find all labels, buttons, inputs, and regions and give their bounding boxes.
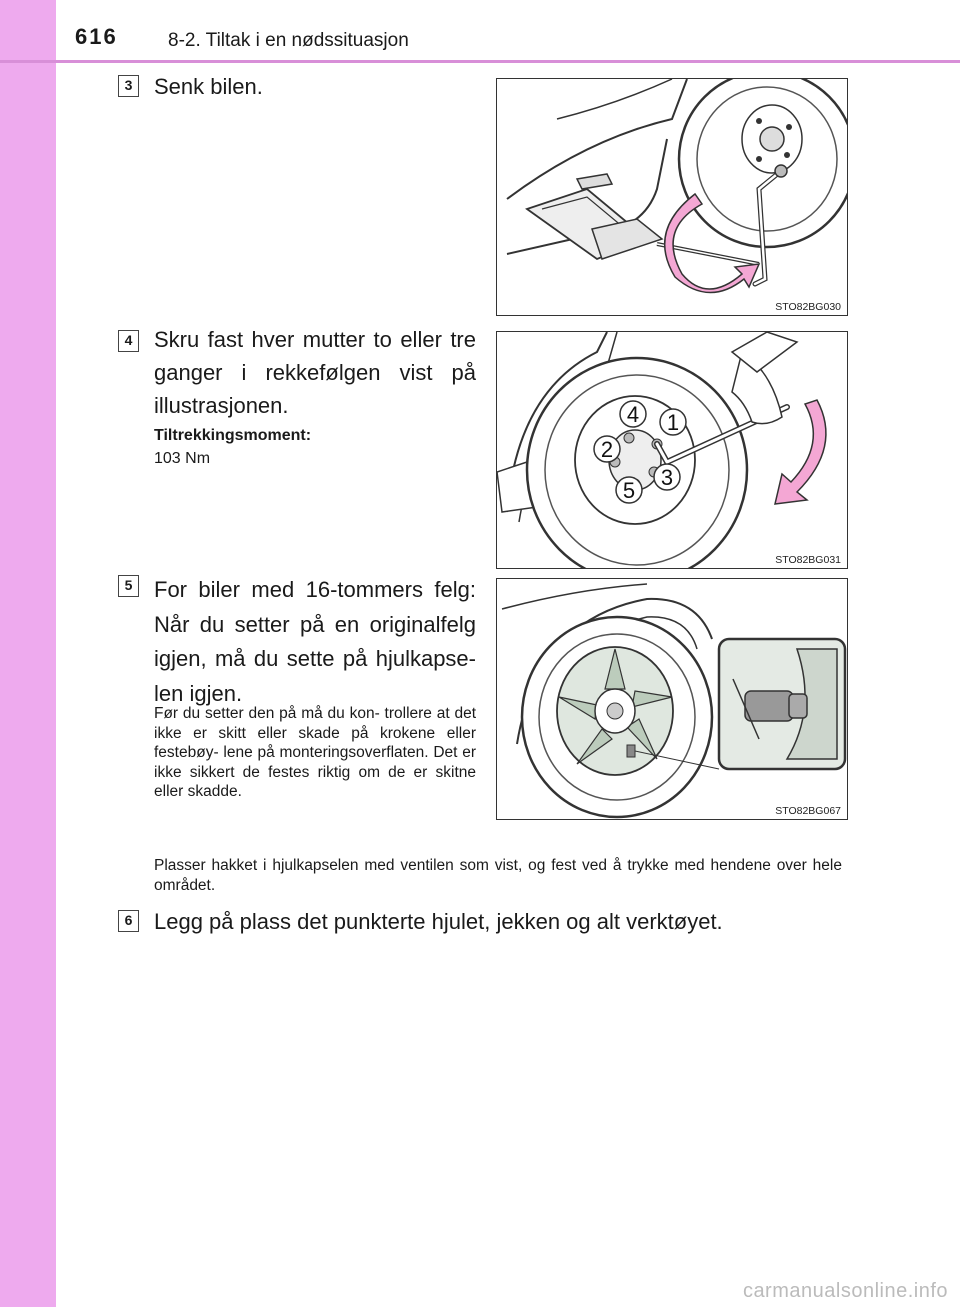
side-tab-strip [0,0,56,1307]
step-6-badge: 6 [118,910,139,932]
step-6-text: Legg på plass det punkterte hjulet, jekken og alt verktøyet. [154,909,723,934]
figure-lower-car [496,78,848,316]
step-3-badge: 3 [118,75,139,97]
nut-order-2: 2 [600,437,614,462]
hubcap-illustration [497,579,848,820]
torque-value: 103 Nm [154,450,211,467]
step-3-text: Senk bilen. [154,74,263,99]
figure-tighten-nuts [496,331,848,569]
figure-code-030: STO82BG030 [775,301,841,313]
watermark-text: carmanualsonline.info [742,1280,948,1302]
nut-order-5: 5 [622,478,636,503]
step-5-text: For biler med 16-tommers felg: Når du setter på en originalfelg igjen, må du sette på hjulkapse- len igjen. [154,577,476,706]
page-number: 616 [75,24,118,49]
figure-code-031: STO82BG031 [775,554,841,566]
lower-car-illustration [497,79,848,316]
step-4-badge: 4 [118,330,139,352]
step-5-note-full: Plasser hakket i hjulkapselen med ventilen som vist, og fest ved å trykke med hendene over hele området. [154,857,842,894]
figure-code-067: STO82BG067 [775,805,841,817]
nut-order-1: 1 [666,410,680,435]
tighten-nuts-illustration [497,332,848,569]
nut-order-3: 3 [660,465,674,490]
header-divider [0,60,960,63]
figure-hubcap [496,578,848,820]
section-title: 8-2. Tiltak i en nødssituasjon [168,30,409,51]
step-5-note: Før du setter den på må du kon- trollere at det ikke er skitt eller skade på krokene eller festebøy- lene på monteringsoverflaten. Det er ikke sikkert de festes riktig om de er skitne eller skadde. [154,705,476,800]
nut-order-4: 4 [626,402,640,427]
step-4-text: Skru fast hver mutter to eller tre ganger i rekkefølgen vist på illustrasjonen. [154,327,476,418]
torque-label: Tiltrekkingsmoment: [154,427,312,444]
step-5-badge: 5 [118,575,139,597]
